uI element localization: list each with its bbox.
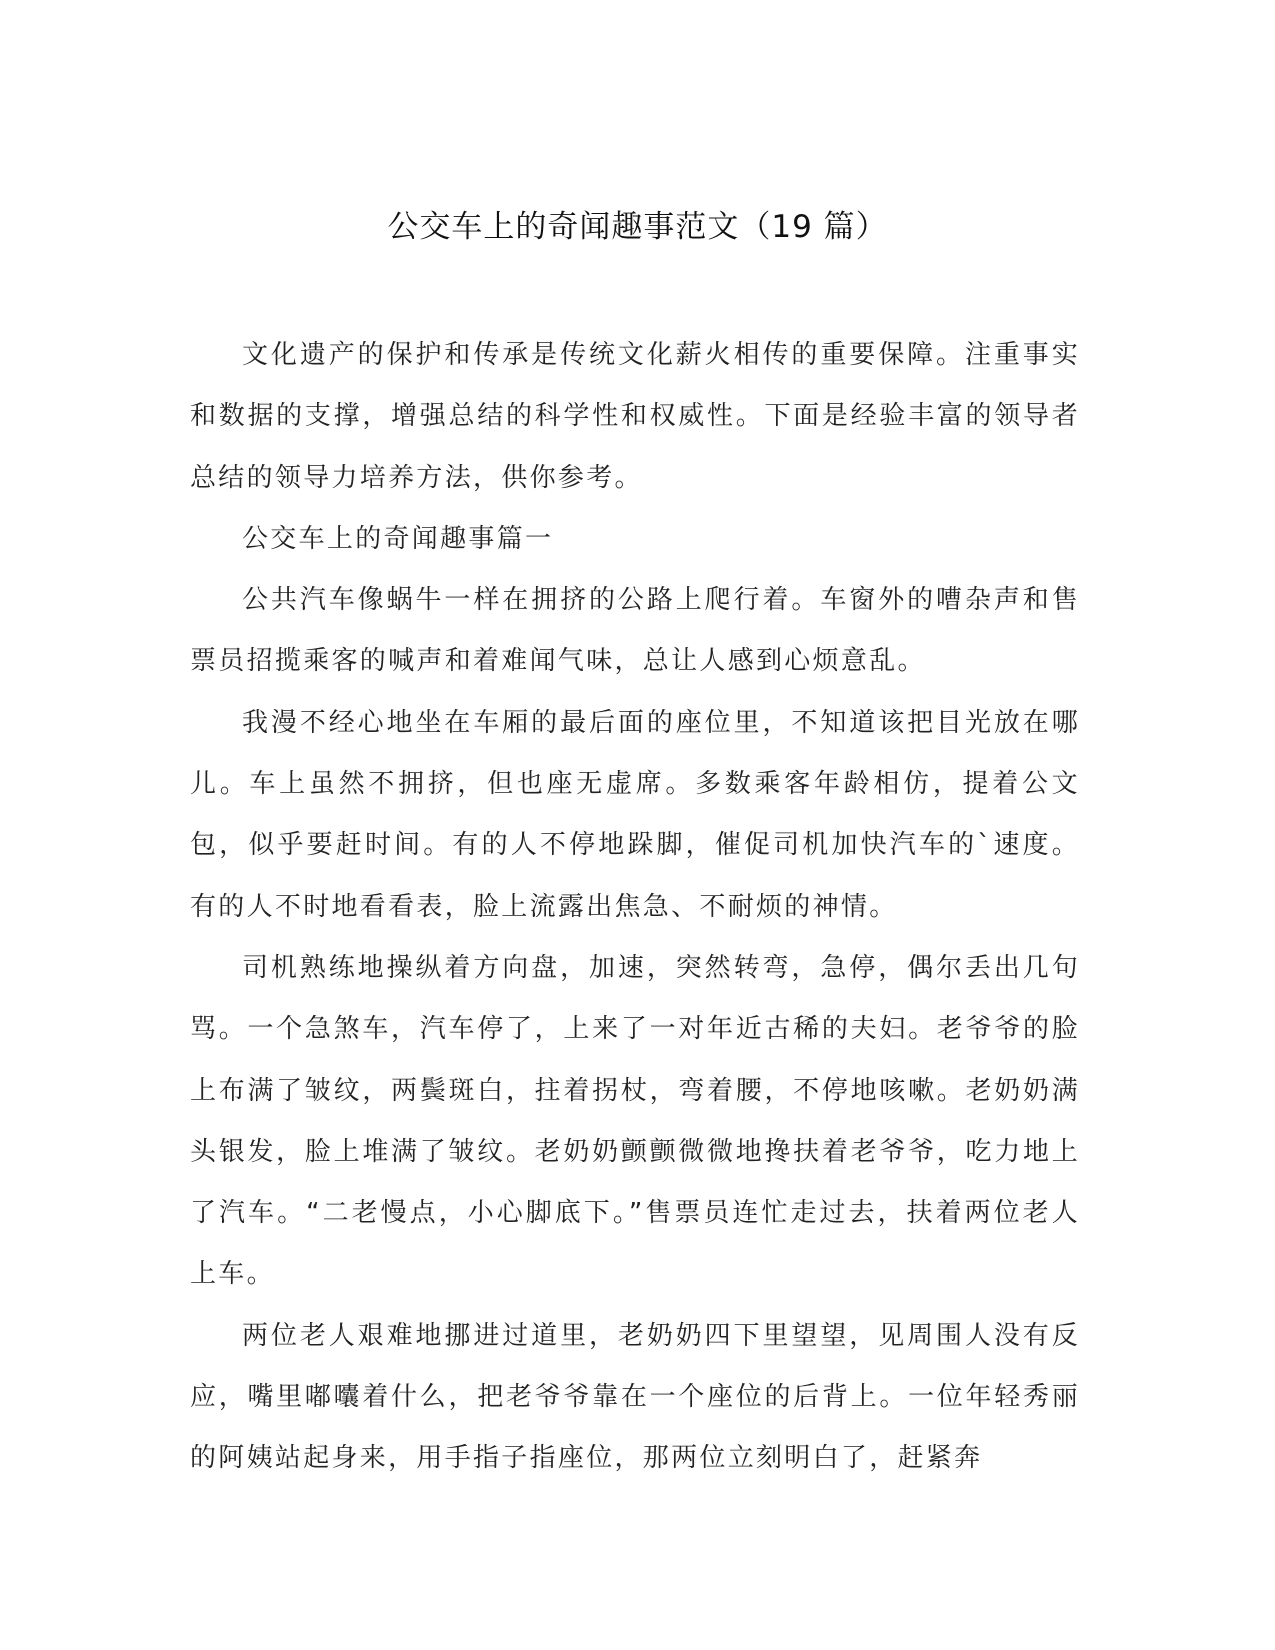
paragraph: 司机熟练地操纵着方向盘，加速，突然转弯，急停，偶尔丢出几句骂。一个急煞车，汽车停了，上来了一对年近古稀的夫妇。老爷爷的脸上布满了皱纹，两鬓斑白，拄着拐杖，弯着腰，不停地咳嗽。老奶奶满头银发，脸上堆满了皱纹。老奶奶颤颤微微地搀扶着老爷爷，吃力地上了汽车。“二老慢点，小心脚底下。”售票员连忙走过去，扶着两位老人上车。 [190,952,1080,1290]
paragraph-intro: 文化遗产的保护和传承是传统文化薪火相传的重要保障。注重事实和数据的支撑，增强总结的科学性和权威性。下面是经验丰富的领导者总结的领导力培养方法，供你参考。 [190,340,1080,493]
paragraph: 公共汽车像蜗牛一样在拥挤的公路上爬行着。车窗外的嘈杂声和售票员招揽乘客的喊声和着难闻气味，总让人感到心烦意乱。 [190,585,1080,677]
document-title: 公交车上的奇闻趣事范文（19 篇） [387,209,888,245]
section-heading: 公交车上的奇闻趣事篇一 [242,523,554,554]
document-body [190,325,1080,1490]
paragraph: 我漫不经心地坐在车厢的最后面的座位里，不知道该把目光放在哪儿。车上虽然不拥挤，但也座无虚席。多数乘客年龄相仿，提着公文包，似乎要赶时间。有的人不停地跺脚，催促司机加快汽车的`速度。有的人不时地看看表，脸上流露出焦急、不耐烦的神情。 [190,707,1080,922]
paragraph: 两位老人艰难地挪进过道里，老奶奶四下里望望，见周围人没有反应，嘴里嘟囔着什么，把老爷爷靠在一个座位的后背上。一位年轻秀丽的阿姨站起身来，用手指子指座位，那两位立刻明白了，赶紧奔 [190,1320,1080,1474]
